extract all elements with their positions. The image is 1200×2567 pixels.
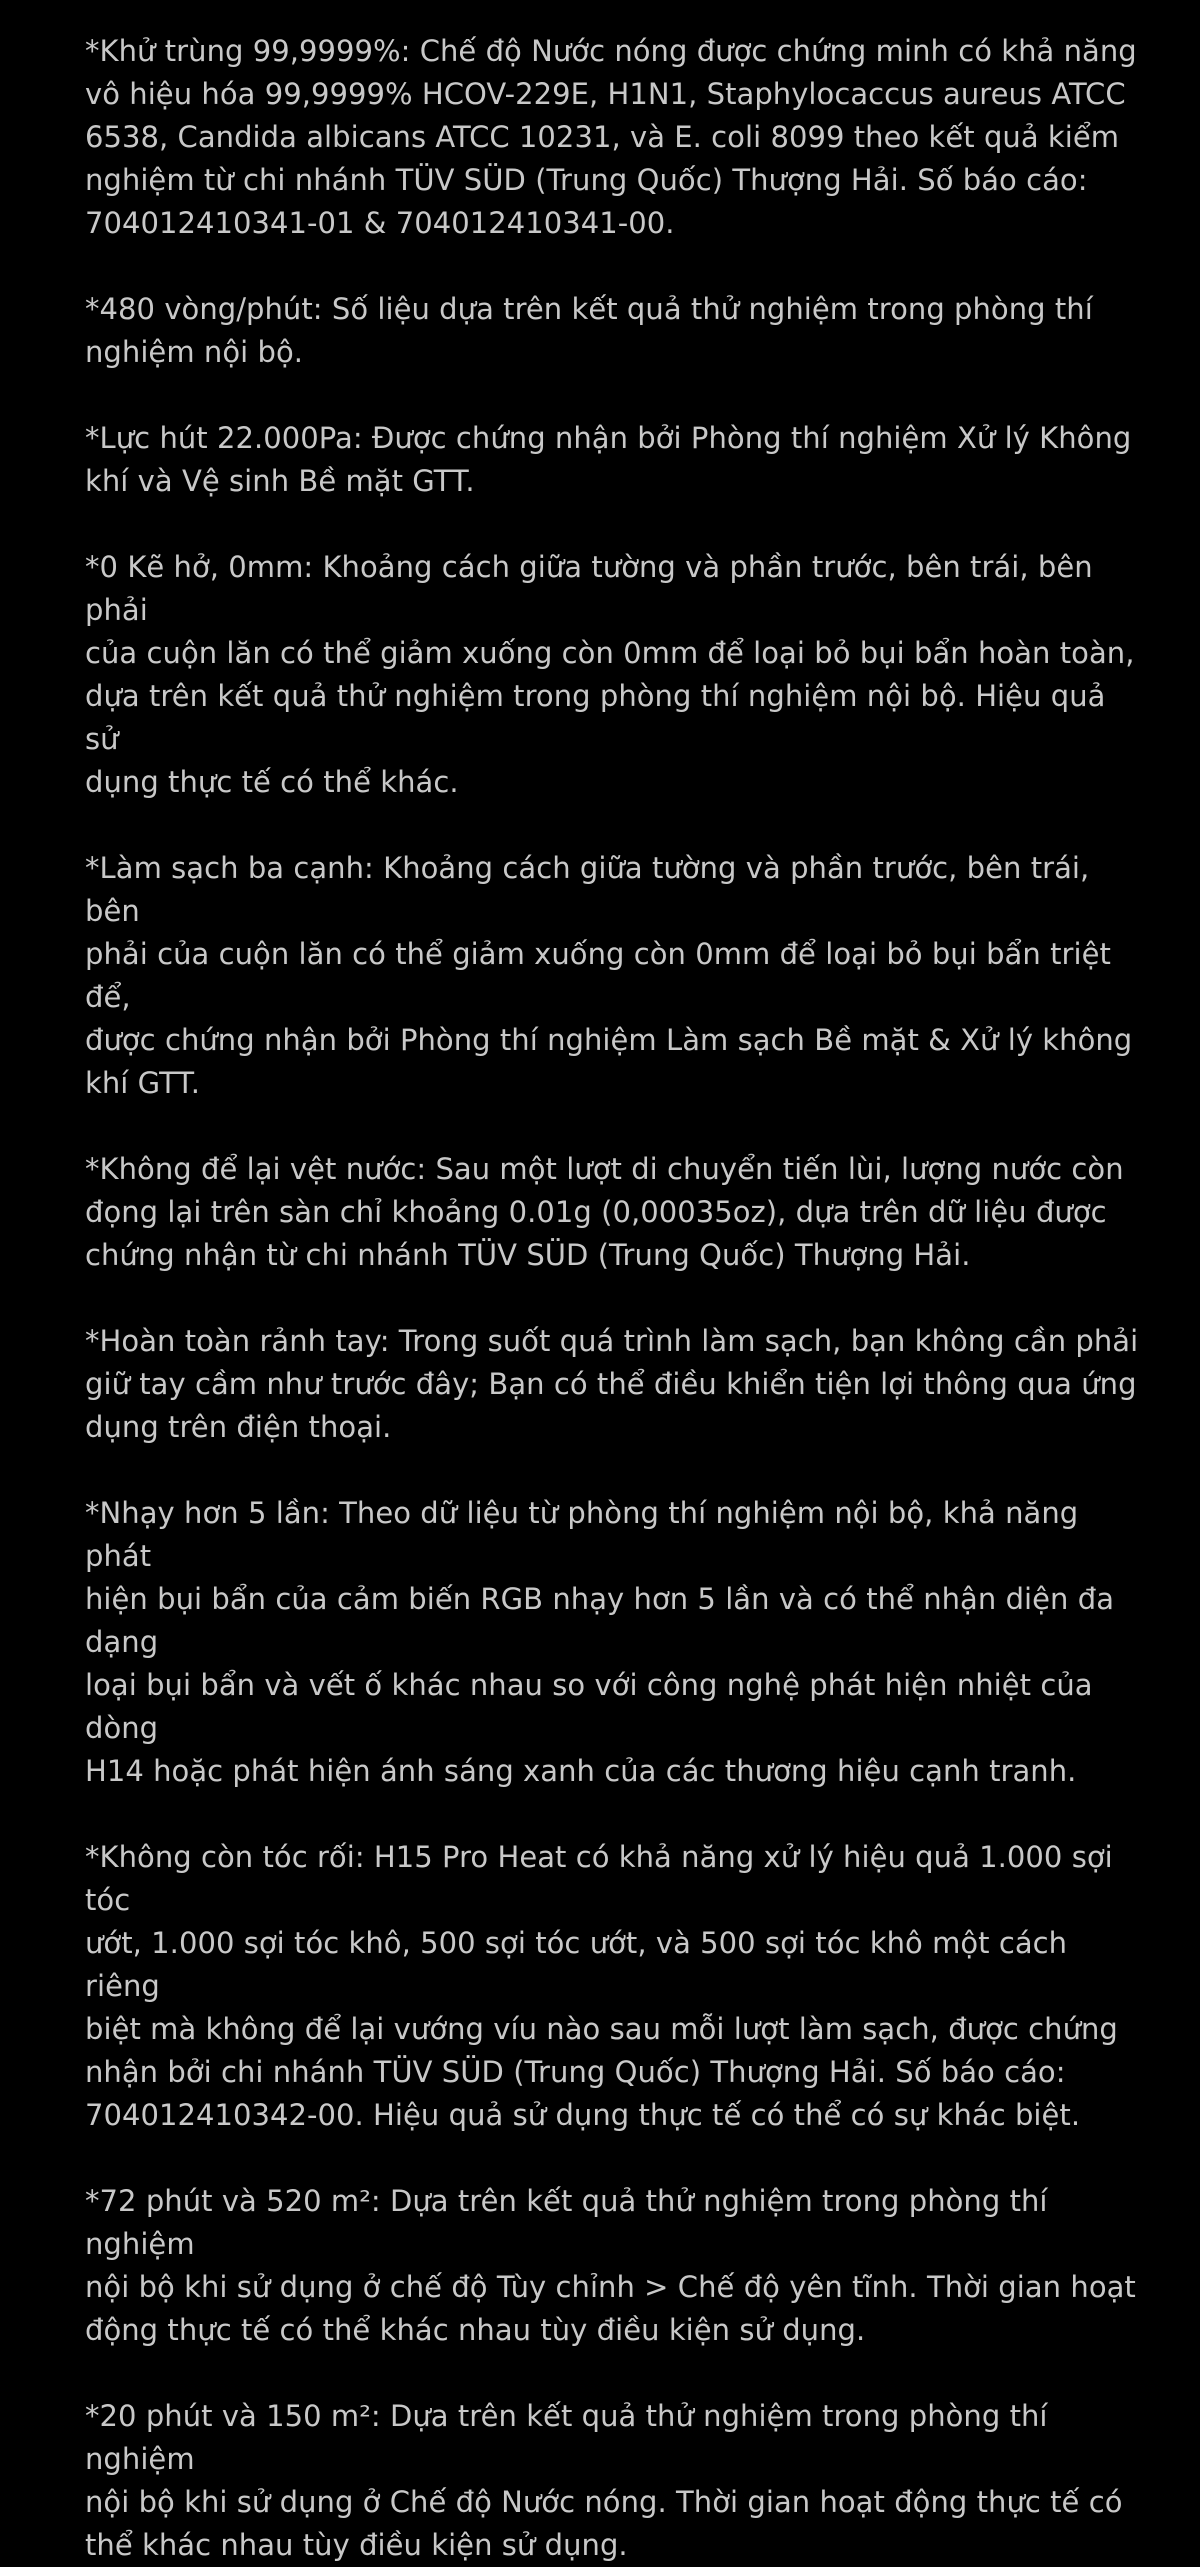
note-rotation-speed: *480 vòng/phút: Số liệu dựa trên kết quả thử nghiệm trong phòng thí nghiệm nội bộ. [85,292,1093,369]
note-runtime-quiet: *72 phút và 520 m²: Dựa trên kết quả thử nghiệm trong phòng thí nghiệm nội bộ khi sử dụng ở chế độ Tùy chỉnh > Chế độ yên tĩnh. Thời gian hoạt động thực tế có thể khác nhau tùy điều kiện sử dụng. [85,2184,1136,2347]
note-suction-power: *Lực hút 22.000Pa: Được chứng nhận bởi Phòng thí nghiệm Xử lý Không khí và Vệ sinh Bề mặt GTT. [85,421,1132,498]
note-no-tangle: *Không còn tóc rối: H15 Pro Heat có khả năng xử lý hiệu quả 1.000 sợi tóc ướt, 1.000 sợi tóc khô, 500 sợi tóc ướt, và 500 sợi tóc khô một cách riêng biệt mà không để lại vướng víu nào sau mỗi lượt làm sạch, được chứng nhận bởi chi nhánh TÜV SÜD (Trung Quốc) Thượng Hải. Số báo cáo: 704012410342-00. Hiệu quả sử dụng thực tế có thể có sự khác biệt. [85,1840,1118,2132]
note-hands-free: *Hoàn toàn rảnh tay: Trong suốt quá trình làm sạch, bạn không cần phải giữ tay cầm như trước đây; Bạn có thể điều khiển tiện lợi thông qua ứng dụng trên điện thoại. [85,1324,1139,1444]
note-disinfection: *Khử trùng 99,9999%: Chế độ Nước nóng được chứng minh có khả năng vô hiệu hóa 99,9999% HCOV-229E, H1N1, Staphylocaccus aureus ATCC 6538, Candida albicans ATCC 10231, và E. coli 8099 theo kết quả kiểm nghiệm từ chi nhánh TÜV SÜD (Trung Quốc) Thượng Hải. Số báo cáo: 704012410341-01 & 704012410341-00. [85,34,1137,240]
note-zero-gap: *0 Kẽ hở, 0mm: Khoảng cách giữa tường và phần trước, bên trái, bên phải của cuộn lăn có thể giảm xuống còn 0mm để loại bỏ bụi bẩn hoàn toàn, dựa trên kết quả thử nghiệm trong phòng thí nghiệm nội bộ. Hiệu quả sử dụng thực tế có thể khác. [85,550,1135,799]
note-runtime-hot-water: *20 phút và 150 m²: Dựa trên kết quả thử nghiệm trong phòng thí nghiệm nội bộ khi sử dụng ở Chế độ Nước nóng. Thời gian hoạt động thực tế có thể khác nhau tùy điều kiện sử dụng. [85,2399,1123,2562]
footnotes-list [85,30,1145,2567]
note-rgb-sensor: *Nhạy hơn 5 lần: Theo dữ liệu từ phòng thí nghiệm nội bộ, khả năng phát hiện bụi bẩn của cảm biến RGB nhạy hơn 5 lần và có thể nhận diện đa dạng loại bụi bẩn và vết ố khác nhau so với công nghệ phát hiện nhiệt của dòng H14 hoặc phát hiện ánh sáng xanh của các thương hiệu cạnh tranh. [85,1496,1115,1788]
note-three-side-cleaning: *Làm sạch ba cạnh: Khoảng cách giữa tường và phần trước, bên trái, bên phải của cuộn lăn có thể giảm xuống còn 0mm để loại bỏ bụi bẩn triệt để, được chứng nhận bởi Phòng thí nghiệm Làm sạch Bề mặt & Xử lý không khí GTT. [85,851,1133,1100]
note-no-water-streaks: *Không để lại vệt nước: Sau một lượt di chuyển tiến lùi, lượng nước còn đọng lại trên sàn chỉ khoảng 0.01g (0,00035oz), dựa trên dữ liệu được chứng nhận từ chi nhánh TÜV SÜD (Trung Quốc) Thượng Hải. [85,1152,1124,1272]
